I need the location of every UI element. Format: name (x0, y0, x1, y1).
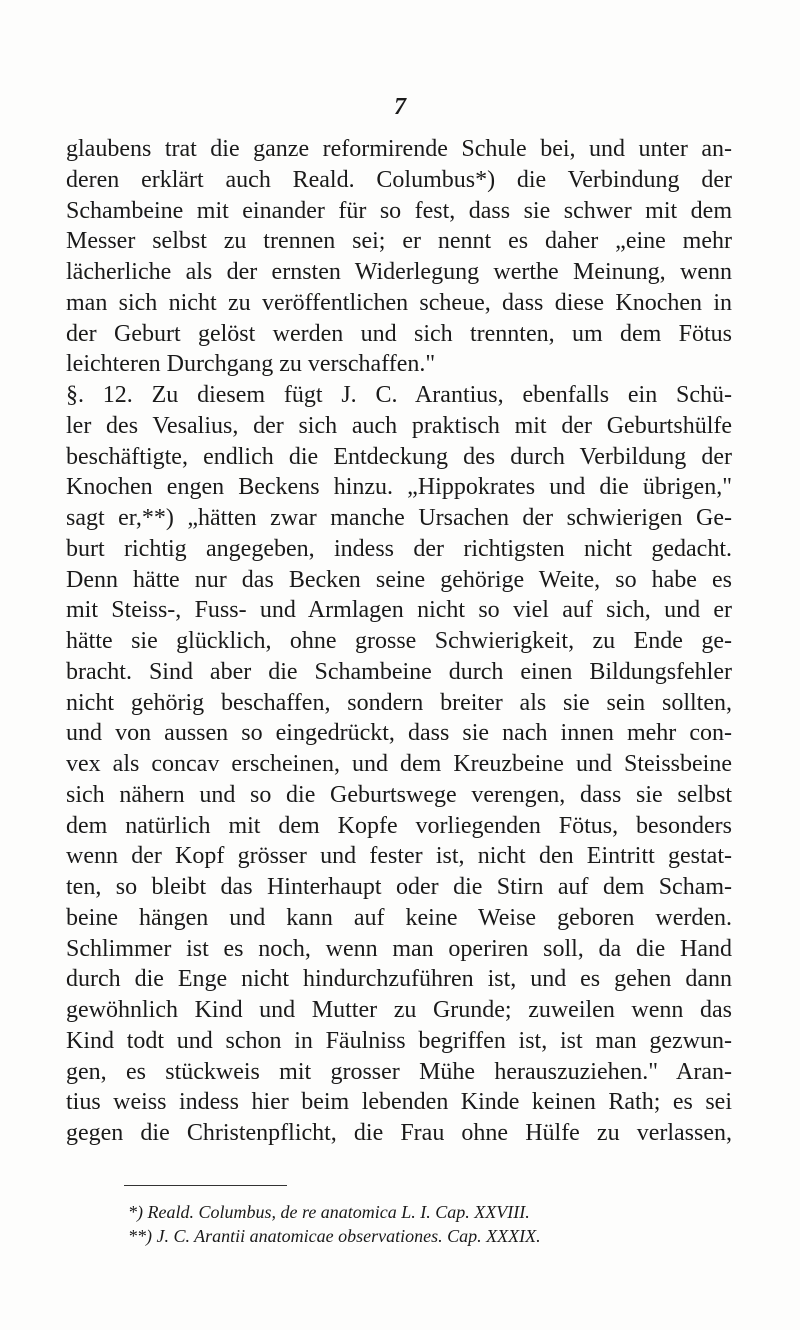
text-line: glaubens trat die ganze reformirende Schule bei, und unter an- (66, 136, 732, 162)
text-line: §. 12. Zu diesem fügt J. C. Arantius, ebenfalls ein Schü- (66, 382, 732, 408)
text-line: Denn hätte nur das Becken seine gehörige Weite, so habe es (66, 566, 732, 593)
text-line: gewöhnlich Kind und Mutter zu Grunde; zuweilen wenn das (66, 997, 732, 1023)
text-line: man sich nicht zu veröffentlichen scheue, dass diese Knochen in (66, 289, 732, 316)
text-line: ler des Vesalius, der sich auch praktisch mit der Geburtshülfe (66, 412, 732, 439)
text-line: und von aussen so eingedrückt, dass sie nach innen mehr con- (66, 720, 732, 747)
text-line: burt richtig angegeben, indess der richtigsten nicht gedacht. (66, 535, 732, 562)
text-line: sich nähern und so die Geburtswege verengen, dass sie selbst (66, 781, 732, 808)
footnote: *) Reald. Columbus, de re anatomica L. I. Cap. XXVIII. (128, 1202, 530, 1222)
text-line: Kind todt und schon in Fäulniss begriffen ist, ist man gezwun- (66, 1027, 732, 1054)
text-line: Schambeine mit einander für so fest, dass sie schwer mit dem (66, 197, 732, 224)
footnote-divider (124, 1185, 287, 1186)
text-line: durch die Enge nicht hindurchzuführen ist, und es gehen dann (66, 966, 732, 993)
text-line: der Geburt gelöst werden und sich trennten, um dem Fötus (66, 320, 732, 347)
text-line: hätte sie glücklich, ohne grosse Schwierigkeit, zu Ende ge- (66, 628, 732, 654)
body-text (66, 134, 732, 1149)
text-line: lächerliche als der ernsten Widerlegung werthe Meinung, wenn (66, 259, 732, 285)
text-line: Schlimmer ist es noch, wenn man operiren soll, da die Hand (66, 935, 732, 962)
text-line: gen, es stückweis mit grosser Mühe herauszuziehen." Aran- (66, 1058, 732, 1085)
text-line: sagt er,**) „hätten zwar manche Ursachen der schwierigen Ge- (66, 505, 732, 531)
text-line: gegen die Christenpflicht, die Frau ohne Hülfe zu verlassen, (66, 1120, 732, 1146)
page-number: 7 (394, 94, 406, 120)
text-line: wenn der Kopf grösser und fester ist, nicht den Eintritt gestat- (66, 843, 732, 870)
text-line: bracht. Sind aber die Schambeine durch einen Bildungsfehler (66, 658, 732, 685)
text-line: Messer selbst zu trennen sei; er nennt es daher „eine mehr (66, 228, 732, 255)
text-line: tius weiss indess hier beim lebenden Kinde keinen Rath; es sei (66, 1089, 732, 1116)
text-line: vex als concav erscheinen, und dem Kreuzbeine und Steissbeine (66, 751, 732, 777)
text-line: mit Steiss-, Fuss- und Armlagen nicht so viel auf sich, und er (66, 597, 732, 624)
text-line: leichteren Durchgang zu verschaffen." (66, 351, 436, 378)
text-line: Knochen engen Beckens hinzu. „Hippokrates und die übrigen," (66, 474, 732, 501)
text-line: nicht gehörig beschaffen, sondern breiter als sie sein sollten, (66, 689, 732, 716)
footnote: **) J. C. Arantii anatomicae observationes. Cap. XXXIX. (128, 1226, 541, 1246)
text-line: beschäftigte, endlich die Entdeckung des durch Verbildung der (66, 443, 732, 470)
text-line: dem natürlich mit dem Kopfe vorliegenden Fötus, besonders (66, 812, 732, 839)
footnotes (128, 1200, 728, 1248)
text-line: beine hängen und kann auf keine Weise geboren werden. (66, 904, 732, 931)
text-line: ten, so bleibt das Hinterhaupt oder die Stirn auf dem Scham- (66, 874, 732, 900)
text-line: deren erklärt auch Reald. Columbus*) die Verbindung der (66, 166, 732, 193)
